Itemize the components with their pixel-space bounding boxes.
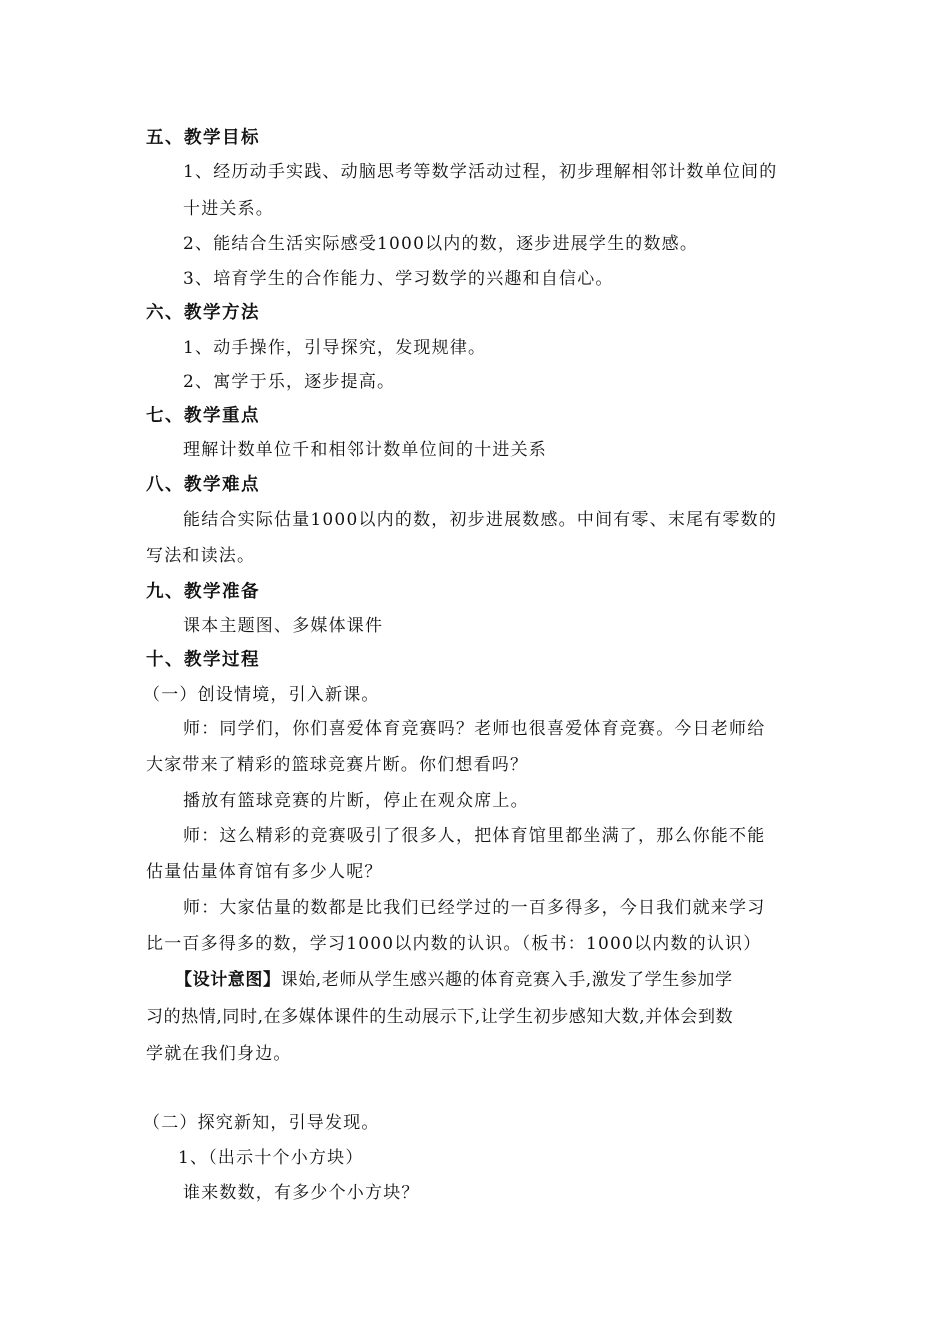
- paragraph-3-line-2: 估量估量体育馆有多少人呢？: [146, 862, 383, 882]
- section-heading-preparation: 九、教学准备: [146, 582, 260, 602]
- method-item-2: 2、寓学于乐，逐步提高。: [183, 372, 396, 392]
- section-heading-teaching-process: 十、教学过程: [146, 650, 260, 670]
- section-heading-key-points: 七、教学重点: [146, 406, 260, 426]
- preparation-text: 课本主题图、多媒体课件: [183, 616, 384, 636]
- part-1-title: （一）创设情境，引入新课。: [143, 685, 380, 705]
- design-intent-text-1: 课始,老师从学生感兴趣的体育竞赛入手,激发了学生参加学: [280, 970, 733, 990]
- key-points-text: 理解计数单位千和相邻计数单位间的十进关系: [183, 440, 547, 460]
- goal-item-2: 2、能结合生活实际感受1000以内的数，逐步进展学生的数感。: [183, 234, 699, 254]
- goal-item-3: 3、培育学生的合作能力、学习数学的兴趣和自信心。: [183, 269, 614, 289]
- paragraph-1-line-1: 师：同学们，你们喜爱体育竞赛吗？老师也很喜爱体育竞赛。今日老师给: [183, 719, 766, 739]
- design-intent-line-2: 习的热情,同时,在多媒体课件的生动展示下,让学生初步感知大数,并体会到数: [146, 1007, 734, 1027]
- design-intent-line-1: [175, 968, 807, 992]
- section-heading-teaching-methods: 六、教学方法: [146, 303, 260, 323]
- paragraph-3-line-1: 师：这么精彩的竞赛吸引了很多人，把体育馆里都坐满了，那么你能不能: [183, 826, 766, 846]
- design-intent-line-3: 学就在我们身边。: [146, 1044, 292, 1064]
- step-1: 1、（出示十个小方块）: [178, 1148, 364, 1168]
- paragraph-1-line-2: 大家带来了精彩的篮球竞赛片断。你们想看吗？: [146, 755, 529, 775]
- design-intent-label: 【设计意图】: [175, 970, 281, 990]
- method-item-1: 1、动手操作，引导探究，发现规律。: [183, 338, 487, 358]
- difficulties-line-2: 写法和读法。: [146, 546, 256, 566]
- section-heading-teaching-goals: 五、教学目标: [146, 128, 260, 148]
- section-heading-difficulties: 八、教学难点: [146, 475, 260, 495]
- paragraph-4-line-2: 比一百多得多的数，学习1000以内数的认识。（板书：1000以内数的认识）: [146, 934, 762, 954]
- paragraph-4-line-1: 师：大家估量的数都是比我们已经学过的一百多得多，今日我们就来学习: [183, 898, 766, 918]
- part-2-title: （二）探究新知，引导发现。: [143, 1113, 380, 1133]
- paragraph-2: 播放有篮球竞赛的片断，停止在观众席上。: [183, 791, 529, 811]
- goal-item-1-line-2: 十进关系。: [183, 199, 274, 219]
- goal-item-1-line-1: 1、经历动手实践、动脑思考等数学活动过程，初步理解相邻计数单位间的: [183, 162, 778, 182]
- step-1-question: 谁来数数，有多少个小方块？: [183, 1183, 420, 1203]
- difficulties-line-1: 能结合实际估量1000以内的数，初步进展数感。中间有零、末尾有零数的: [183, 510, 778, 530]
